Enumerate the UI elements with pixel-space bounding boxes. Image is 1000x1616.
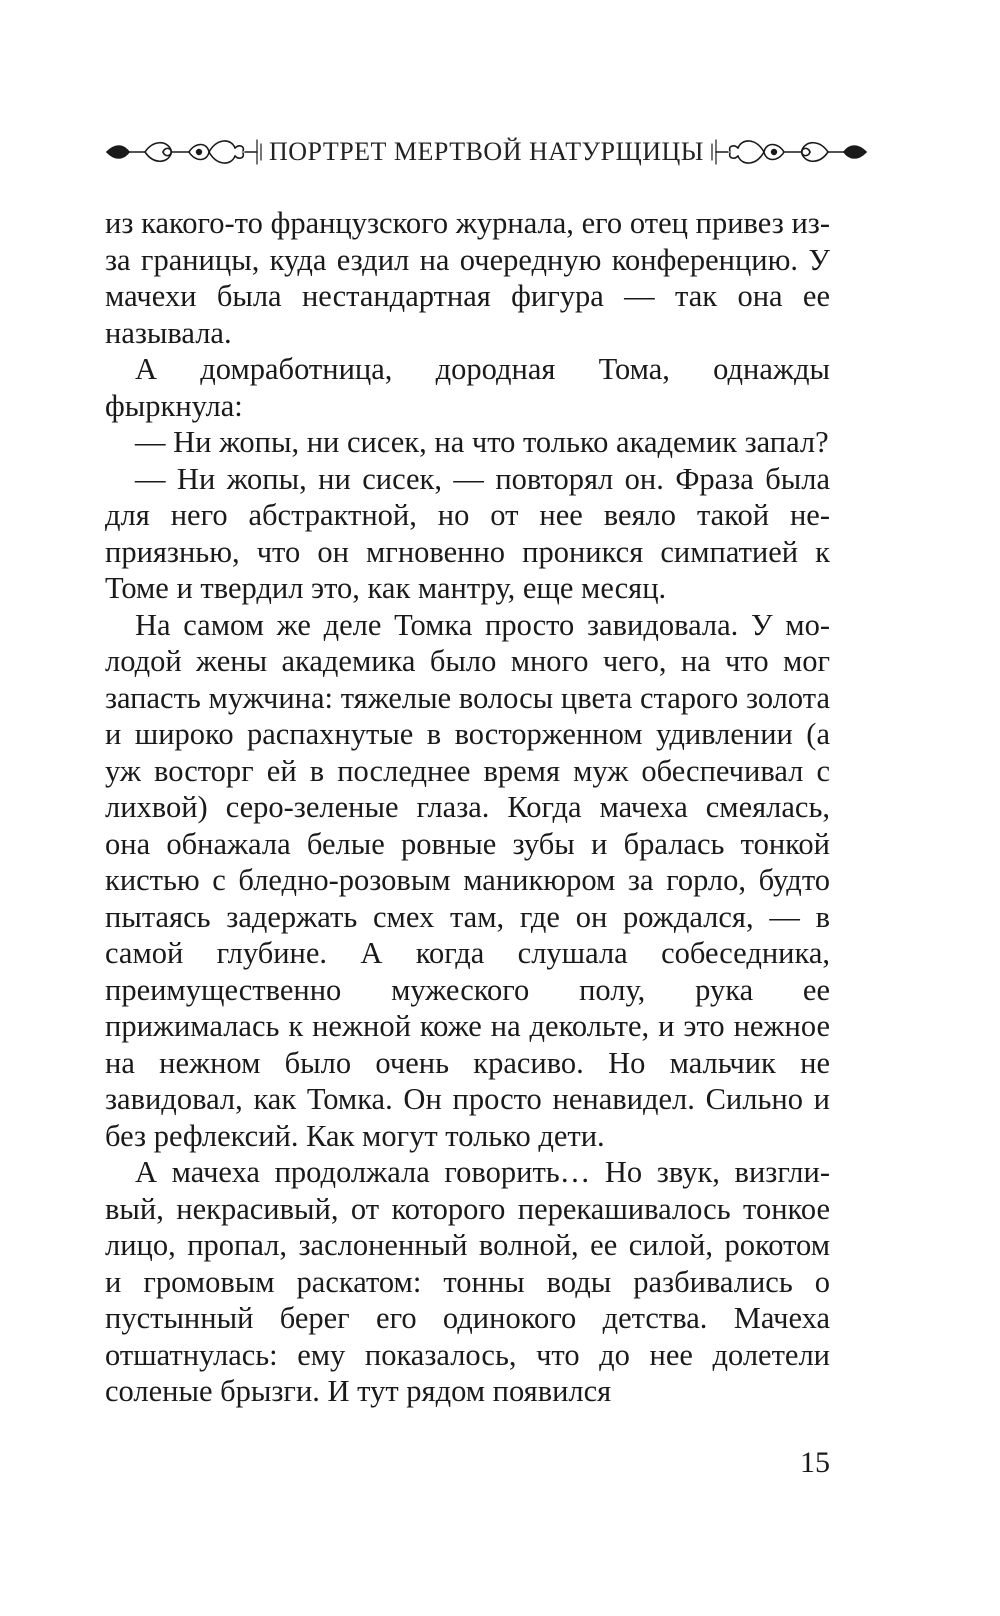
right-flourish-ornament-icon [708,132,868,172]
paragraph: — Ни жопы, ни сисек, на что только академик запал? [135,425,829,459]
paragraph: из какого-то французского журнала, его отец привез из-за границы, куда ездил на очередную конференцию. У мачехи была нестандартная фигура — так она ее называла. [105,206,830,350]
running-title: ПОРТРЕТ МЕРТВОЙ НАТУРЩИЦЫ [269,137,704,166]
paragraph: А домработница, дородная Тома, однажды фыркнула: [105,352,830,423]
body-text [105,205,830,1410]
running-head [105,132,830,172]
paragraph: — Ни жопы, ни сисек, — повторял он. Фраза была для него абстрактной, но от нее веяло такой неприязнью, что он мгновенно проникся симпатией к Томе и твердил это, как мантру, еще месяц. [105,461,830,605]
left-flourish-ornament-icon [105,132,265,172]
paragraph: А мачеха продолжала говорить… Но звук, визгливый, некрасивый, от которого перекашивалось тонкое лицо, пропал, заслоненный волной, ее силой, рокотом и громовым раскатом: тонны воды разбивались о пустынный берег его одинокого детства. Мачеха отшатнулась: ему показалось, что до нее долетели соленые брызги. И тут рядом появился [105,1155,830,1408]
page-number: 15 [800,1446,830,1479]
paragraph: На самом же деле Томка просто завидовала. У молодой жены академика было много чего, на что мог запасть мужчина: тяжелые волосы цвета старого золота и широко распахнутые в восторженном удивлении (а уж восторг ей в последнее время муж обеспечивал с лихвой) серо-зеленые глаза. Когда мачеха смеялась, она обнажала белые ровные зубы и бралась тонкой кистью с бледно-розовым маникюром за горло, будто пытаясь задержать смех там, где он рождался, — в самой глубине. А когда слушала собеседника, преимущественно мужеского полу, рука ее прижималась к нежной коже на декольте, и это нежное на нежном было очень красиво. Но мальчик не завидовал, как Томка. Он просто ненавидел. Сильно и без рефлексий. Как могут только дети. [105,607,830,1153]
